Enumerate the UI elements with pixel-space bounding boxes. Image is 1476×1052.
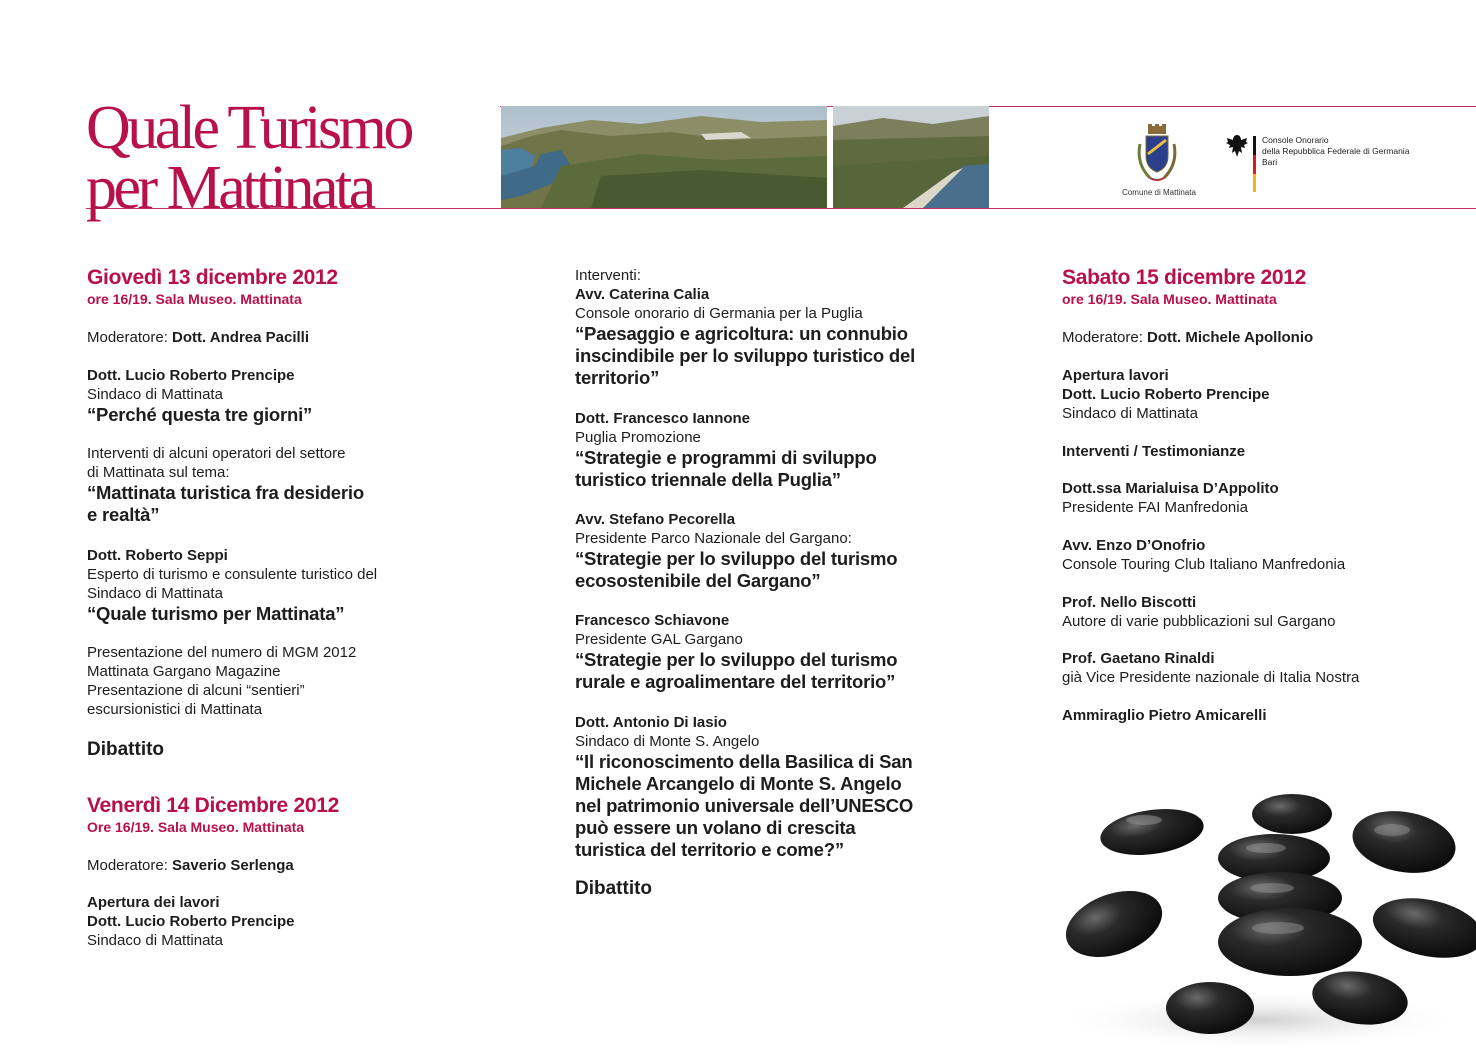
day2-s1-talk1: “Paesaggio e agricoltura: un connubio xyxy=(575,323,908,344)
day2-moderator-label: Moderatore: xyxy=(87,857,173,874)
day3-p2-role: Console Touring Club Italiano Manfredonia xyxy=(1062,556,1346,573)
day2-interventi: Interventi: xyxy=(575,267,641,284)
day2-s5-name: Dott. Antonio Di Iasio xyxy=(575,714,727,731)
day3-interventi: Interventi / Testimonianze xyxy=(1062,443,1246,460)
day3-moderator-name: Dott. Michele Apollonio xyxy=(1147,329,1314,346)
day3-p2-name: Avv. Enzo D’Onofrio xyxy=(1062,537,1206,554)
day3-opening: Apertura lavori xyxy=(1062,367,1169,384)
day1-moderator-label: Moderatore: xyxy=(87,329,173,346)
day2-s1-role: Console onorario di Germania per la Puglia xyxy=(575,305,863,322)
day2-s5-talk2: Michele Arcangelo di Monte S. Angelo xyxy=(575,773,902,794)
day1-speaker2-name: Dott. Roberto Seppi xyxy=(87,547,228,564)
day2-s2-talk2: turistico triennale della Puglia” xyxy=(575,469,841,490)
day2-debate: Dibattito xyxy=(575,878,653,899)
day1-intro-line2: di Mattinata sul tema: xyxy=(87,464,230,481)
day3-p1-role: Presidente FAI Manfredonia xyxy=(1062,499,1248,516)
day2-s3-name: Avv. Stefano Pecorella xyxy=(575,511,736,528)
day1-moderator-name: Dott. Andrea Pacilli xyxy=(172,329,310,346)
day1-speaker1-talk: “Perché questa tre giorni” xyxy=(87,404,313,425)
day3-time: ore 16/19. Sala Museo. Mattinata xyxy=(1062,291,1277,307)
day1-speaker1-role: Sindaco di Mattinata xyxy=(87,386,223,403)
day1-moderator xyxy=(87,328,309,347)
day2-s5-talk1: “Il riconoscimento della Basilica di San xyxy=(575,751,913,772)
day3-p3-role: Autore di varie pubblicazioni sul Gargano xyxy=(1062,613,1336,630)
black-stones-image xyxy=(1040,780,1476,1052)
day2-date: Venerdì 14 Dicembre 2012 xyxy=(87,794,339,817)
day3-moderator xyxy=(1062,328,1313,347)
day1-present-line3: Presentazione di alcuni “sentieri” xyxy=(87,682,305,699)
day1-theme-line2: e realtà” xyxy=(87,504,160,525)
day2-s4-talk2: rurale e agroalimentare del territorio” xyxy=(575,671,896,692)
day3-opening-name: Dott. Lucio Roberto Prencipe xyxy=(1062,386,1270,403)
german-eagle-icon xyxy=(1224,133,1250,159)
day2-s1-talk3: territorio” xyxy=(575,367,660,388)
day1-present-line1: Presentazione del numero di MGM 2012 xyxy=(87,644,357,661)
comune-crest-icon xyxy=(1134,124,1180,186)
day3-p4-role: già Vice Presidente nazionale di Italia Nostra xyxy=(1062,669,1360,686)
day3-p5-name: Ammiraglio Pietro Amicarelli xyxy=(1062,707,1267,724)
day1-intro-line1: Interventi di alcuni operatori del settore xyxy=(87,445,346,462)
consul-line-1: Console Onorario xyxy=(1262,135,1329,145)
title-line-1: Quale Turismo xyxy=(86,94,411,162)
day1-time: ore 16/19. Sala Museo. Mattinata xyxy=(87,291,302,307)
day1-speaker1-name: Dott. Lucio Roberto Prencipe xyxy=(87,367,295,384)
title-line-2: per Mattinata xyxy=(86,154,373,222)
day1-date: Giovedì 13 dicembre 2012 xyxy=(87,266,338,289)
day2-s5-role: Sindaco di Monte S. Angelo xyxy=(575,733,760,750)
page-title xyxy=(86,94,411,222)
day2-s2-role: Puglia Promozione xyxy=(575,429,701,446)
day2-opening-name: Dott. Lucio Roberto Prencipe xyxy=(87,913,295,930)
consul-line-2: della Repubblica Federale di Germania xyxy=(1262,146,1410,156)
day1-speaker2-role2: Sindaco di Mattinata xyxy=(87,585,223,602)
day2-s2-name: Dott. Francesco Iannone xyxy=(575,410,751,427)
consul-line-3: Bari xyxy=(1262,157,1278,167)
day3-p3-name: Prof. Nello Biscotti xyxy=(1062,594,1197,611)
day1-speaker2-talk: “Quale turismo per Mattinata” xyxy=(87,603,345,624)
day2-s3-talk1: “Strategie per lo sviluppo del turismo xyxy=(575,548,898,569)
comune-caption: Comune di Mattinata xyxy=(1122,188,1196,197)
coast-photo xyxy=(501,106,827,208)
day2-opening-role: Sindaco di Mattinata xyxy=(87,932,223,949)
day2-moderator xyxy=(87,856,294,875)
consul-caption xyxy=(1262,135,1409,168)
day2-opening: Apertura dei lavori xyxy=(87,894,220,911)
day3-opening-role: Sindaco di Mattinata xyxy=(1062,405,1198,422)
day2-s4-role: Presidente GAL Gargano xyxy=(575,631,743,648)
day3-moderator-label: Moderatore: xyxy=(1062,329,1148,346)
day2-s1-name: Avv. Caterina Calia xyxy=(575,286,710,303)
day2-s4-talk1: “Strategie per lo sviluppo del turismo xyxy=(575,649,898,670)
day3-date: Sabato 15 dicembre 2012 xyxy=(1062,266,1307,289)
day3-p4-name: Prof. Gaetano Rinaldi xyxy=(1062,650,1215,667)
day1-present-line2: Mattinata Gargano Magazine xyxy=(87,663,281,680)
day2-s5-talk4: può essere un volano di crescita xyxy=(575,817,856,838)
day2-s1-talk2: inscindibile per lo sviluppo turistico del xyxy=(575,345,916,366)
beach-photo xyxy=(833,106,989,208)
day1-present-line4: escursionistici di Mattinata xyxy=(87,701,263,718)
german-flag-bar-icon xyxy=(1253,136,1256,192)
day2-s3-role: Presidente Parco Nazionale del Gargano: xyxy=(575,530,852,547)
day1-debate: Dibattito xyxy=(87,739,165,760)
day2-s2-talk1: “Strategie e programmi di sviluppo xyxy=(575,447,877,468)
day2-s3-talk2: ecosostenibile del Gargano” xyxy=(575,570,821,591)
day2-time: Ore 16/19. Sala Museo. Mattinata xyxy=(87,819,305,835)
day2-s5-talk5: turistica del territorio e come?” xyxy=(575,839,844,860)
day2-moderator-name: Saverio Serlenga xyxy=(172,857,294,874)
day1-theme-line1: “Mattinata turistica fra desiderio xyxy=(87,482,364,503)
day1-speaker2-role1: Esperto di turismo e consulente turistico del xyxy=(87,566,378,583)
day3-p1-name: Dott.ssa Marialuisa D’Appolito xyxy=(1062,480,1279,497)
day2-s5-talk3: nel patrimonio universale dell’UNESCO xyxy=(575,795,914,816)
day2-s4-name: Francesco Schiavone xyxy=(575,612,730,629)
